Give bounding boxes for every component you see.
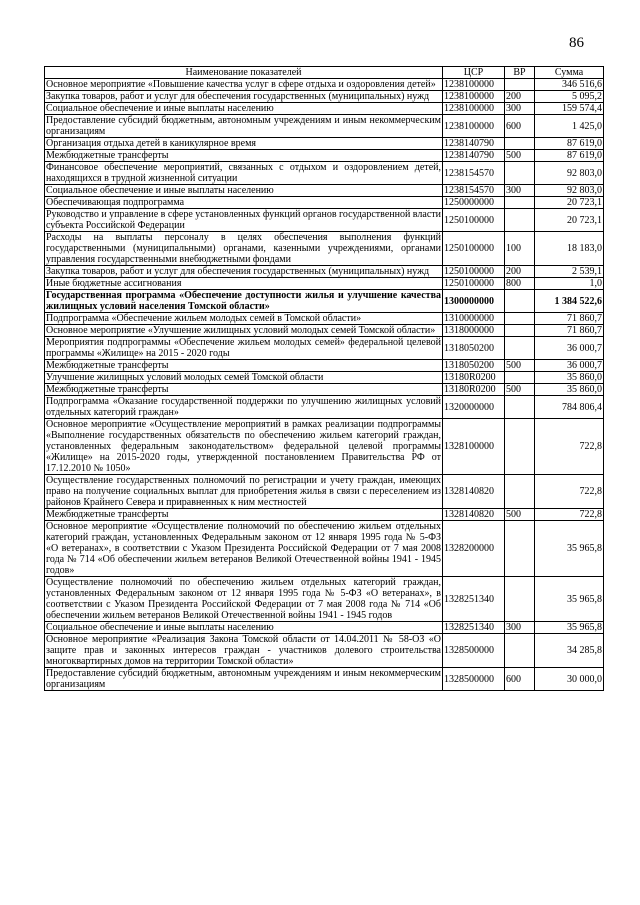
row-sum-cell: 87 619,0 [535, 138, 604, 150]
row-name-cell: Мероприятия подпрограммы «Обеспечение жильем молодых семей» федеральной целевой программы «Жилище» на 2015 - 2020 годы [46, 337, 441, 359]
row-name-cell: Обеспечивающая подпрограмма [45, 197, 443, 209]
row-csr-cell: 1328500000 [443, 668, 505, 691]
row-name-cell: Социальное обеспечение и иные выплаты населению [45, 103, 443, 115]
row-vr-cell [505, 475, 535, 509]
row-sum-cell: 784 806,4 [535, 396, 604, 419]
row-sum-cell: 5 095,2 [535, 91, 604, 103]
header-vr: ВР [505, 67, 535, 79]
table-row [45, 372, 604, 384]
row-vr-cell: 500 [505, 384, 535, 396]
row-csr-cell: 1328140820 [443, 475, 505, 509]
row-csr-cell: 1310000000 [443, 313, 505, 325]
header-sum: Сумма [535, 67, 604, 79]
table-row [45, 185, 604, 197]
table-row [45, 103, 604, 115]
row-vr-cell [505, 325, 535, 337]
row-name-cell: Основное мероприятие «Реализация Закона Томской области от 14.04.2011 № 58-ОЗ «О защите прав и законных интересов граждан - участников долевого строительства многоквартирных домов на территории Томской области» [46, 634, 441, 667]
row-vr-cell: 500 [505, 360, 535, 372]
row-vr-cell: 300 [505, 103, 535, 115]
row-csr-cell: 1328140820 [443, 509, 505, 521]
row-sum-cell: 722,8 [535, 475, 604, 509]
row-name-cell: Социальное обеспечение и иные выплаты населению [45, 185, 443, 197]
row-csr-cell: 1250100000 [443, 278, 505, 290]
row-csr-cell: 1328251340 [443, 577, 505, 622]
row-csr-cell: 1238100000 [443, 115, 505, 138]
row-sum-cell: 71 860,7 [535, 325, 604, 337]
row-sum-cell: 722,8 [535, 419, 604, 475]
row-name-cell: Организация отдыха детей в каникулярное время [45, 138, 443, 150]
row-vr-cell [505, 396, 535, 419]
row-vr-cell [505, 138, 535, 150]
row-csr-cell: 13180R0200 [443, 384, 505, 396]
row-name-cell: Социальное обеспечение и иные выплаты населению [45, 622, 443, 634]
table-row [45, 668, 604, 691]
row-csr-cell: 1300000000 [443, 290, 505, 313]
row-sum-cell: 18 183,0 [535, 232, 604, 266]
row-csr-cell: 1328500000 [443, 634, 505, 668]
row-name-cell: Основное мероприятие «Осуществление полномочий по обеспечению жильем отдельных категорий граждан, установленных Федеральным законом от 12 января 1995 года № 5-ФЗ «О ветеранах», в соответствии с Указом Президента Российской Федерации от 7 мая 2008 года № 714 «Об обеспечении жильем ветеранов Великой Отечественной войны 1941 - 1945 годов» [46, 521, 441, 576]
row-vr-cell: 600 [505, 115, 535, 138]
table-row [45, 384, 604, 396]
row-csr-cell: 1250100000 [443, 232, 505, 266]
table-row [45, 622, 604, 634]
table-row [45, 232, 604, 266]
row-sum-cell: 87 619,0 [535, 150, 604, 162]
row-sum-cell: 722,8 [535, 509, 604, 521]
row-csr-cell: 1238100000 [443, 79, 505, 91]
row-vr-cell: 200 [505, 266, 535, 278]
table-row [45, 115, 604, 138]
header-name: Наименование показателей [45, 67, 443, 79]
row-csr-cell: 1320000000 [443, 396, 505, 419]
row-csr-cell: 1238100000 [443, 91, 505, 103]
table-row [45, 162, 604, 185]
row-sum-cell: 159 574,4 [535, 103, 604, 115]
header-csr: ЦСР [443, 67, 505, 79]
row-name-cell: Основное мероприятие «Осуществление мероприятий в рамках реализации подпрограммы «Выполнение государственных обязательств по обеспечению жильем категорий граждан, установленных федеральным законодательством» федеральной целевой программы «Жилище» на 2015-2020 годы, утвержденной постановлением Правительства РФ от 17.12.2010 № 1050» [46, 419, 441, 474]
row-vr-cell [505, 79, 535, 91]
row-csr-cell: 1250100000 [443, 266, 505, 278]
row-sum-cell: 71 860,7 [535, 313, 604, 325]
row-vr-cell: 100 [505, 232, 535, 266]
row-name-cell: Межбюджетные трансферты [45, 509, 443, 521]
row-csr-cell: 1238100000 [443, 103, 505, 115]
row-vr-cell: 800 [505, 278, 535, 290]
row-vr-cell [505, 577, 535, 622]
row-name-cell: Улучшение жилищных условий молодых семей Томской области [45, 372, 443, 384]
table-row [45, 266, 604, 278]
row-sum-cell: 35 965,8 [535, 577, 604, 622]
row-sum-cell: 35 860,0 [535, 384, 604, 396]
row-name-cell: Межбюджетные трансферты [45, 384, 443, 396]
row-vr-cell [505, 419, 535, 475]
row-vr-cell: 500 [505, 150, 535, 162]
row-vr-cell: 600 [505, 668, 535, 691]
table-row [45, 197, 604, 209]
table-header-row [45, 67, 604, 79]
row-sum-cell: 30 000,0 [535, 668, 604, 691]
table-row [45, 396, 604, 419]
table-row [45, 634, 604, 668]
row-name-cell: Предоставление субсидий бюджетным, автономным учреждениям и иным некоммерческим организациям [46, 668, 441, 690]
row-sum-cell: 92 803,0 [535, 162, 604, 185]
table-row [45, 360, 604, 372]
row-sum-cell: 35 860,0 [535, 372, 604, 384]
row-sum-cell: 35 965,8 [535, 622, 604, 634]
row-vr-cell [505, 197, 535, 209]
row-name-cell: Подпрограмма «Оказание государственной поддержки по улучшению жилищных условий отдельных категорий граждан» [46, 396, 441, 418]
row-name-cell: Осуществление полномочий по обеспечению жильем отдельных категорий граждан, установленных Федеральным законом от 12 января 1995 года № 5-ФЗ «О ветеранах», в соответствии с Указом Президента Российской Федерации от 7 мая 2008 года № 714 «Об обеспечении жильем ветеранов Великой Отечественной войны 1941 - 1945 годов [46, 577, 441, 621]
page-number: 86 [569, 35, 584, 51]
row-vr-cell [505, 290, 535, 313]
row-sum-cell: 20 723,1 [535, 197, 604, 209]
row-name-cell: Основное мероприятие «Улучшение жилищных условий молодых семей Томской области» [45, 325, 443, 337]
row-sum-cell: 1,0 [535, 278, 604, 290]
row-vr-cell: 300 [505, 622, 535, 634]
row-sum-cell: 20 723,1 [535, 209, 604, 232]
row-name-cell: Иные бюджетные ассигнования [45, 278, 443, 290]
row-csr-cell: 1238140790 [443, 138, 505, 150]
row-sum-cell: 92 803,0 [535, 185, 604, 197]
table-row [45, 475, 604, 509]
row-sum-cell: 1 425,0 [535, 115, 604, 138]
row-sum-cell: 346 516,6 [535, 79, 604, 91]
row-name-cell: Подпрограмма «Обеспечение жильем молодых семей в Томской области» [45, 313, 443, 325]
table-row [45, 325, 604, 337]
row-vr-cell: 300 [505, 185, 535, 197]
row-csr-cell: 1250100000 [443, 209, 505, 232]
row-csr-cell: 1238154570 [443, 162, 505, 185]
row-sum-cell: 34 285,8 [535, 634, 604, 668]
row-name-cell: Предоставление субсидий бюджетным, автономным учреждениям и иным некоммерческим организациям [46, 115, 441, 137]
table-row [45, 521, 604, 577]
budget-table [44, 66, 604, 691]
row-name-cell: Руководство и управление в сфере установленных функций органов государственной власти субъекта Российской Федерации [46, 209, 441, 231]
row-name-cell: Государственная программа «Обеспечение доступности жилья и улучшение качества жилищных условий населения Томской области» [46, 290, 441, 312]
row-sum-cell: 36 000,7 [535, 360, 604, 372]
row-sum-cell: 2 539,1 [535, 266, 604, 278]
row-vr-cell [505, 337, 535, 360]
row-sum-cell: 36 000,7 [535, 337, 604, 360]
row-sum-cell: 1 384 522,6 [535, 290, 604, 313]
row-sum-cell: 35 965,8 [535, 521, 604, 577]
table-row [45, 337, 604, 360]
table-row [45, 209, 604, 232]
row-vr-cell [505, 521, 535, 577]
table-row [45, 91, 604, 103]
row-vr-cell [505, 372, 535, 384]
table-row [45, 138, 604, 150]
table-row [45, 313, 604, 325]
row-csr-cell: 1328200000 [443, 521, 505, 577]
row-vr-cell [505, 634, 535, 668]
row-csr-cell: 1238140790 [443, 150, 505, 162]
table-row [45, 509, 604, 521]
row-csr-cell: 13180R0200 [443, 372, 505, 384]
row-csr-cell: 1328100000 [443, 419, 505, 475]
row-csr-cell: 1318050200 [443, 337, 505, 360]
row-csr-cell: 1318050200 [443, 360, 505, 372]
row-name-cell: Межбюджетные трансферты [45, 150, 443, 162]
row-vr-cell [505, 162, 535, 185]
table-row [45, 290, 604, 313]
row-name-cell: Закупка товаров, работ и услуг для обеспечения государственных (муниципальных) нужд [45, 266, 443, 278]
table-row [45, 278, 604, 290]
row-name-cell: Осуществление государственных полномочий по регистрации и учету граждан, имеющих право на получение социальных выплат для приобретения жилья в связи с переселением из районов Крайнего Севера и приравненных к ним местностей [46, 475, 441, 508]
row-vr-cell [505, 209, 535, 232]
row-name-cell: Финансовое обеспечение мероприятий, связанных с отдыхом и оздоровлением детей, находящихся в трудной жизненной ситуации [46, 162, 441, 184]
row-vr-cell: 200 [505, 91, 535, 103]
row-vr-cell [505, 313, 535, 325]
row-csr-cell: 1328251340 [443, 622, 505, 634]
row-csr-cell: 1250000000 [443, 197, 505, 209]
table-row [45, 79, 604, 91]
row-csr-cell: 1238154570 [443, 185, 505, 197]
row-name-cell: Закупка товаров, работ и услуг для обеспечения государственных (муниципальных) нужд [45, 91, 443, 103]
row-vr-cell: 500 [505, 509, 535, 521]
table-row [45, 419, 604, 475]
row-csr-cell: 1318000000 [443, 325, 505, 337]
table-row [45, 150, 604, 162]
row-name-cell: Основное мероприятие «Повышение качества услуг в сфере отдыха и оздоровления детей» [45, 79, 443, 91]
row-name-cell: Межбюджетные трансферты [45, 360, 443, 372]
table-row [45, 577, 604, 622]
row-name-cell: Расходы на выплаты персоналу в целях обеспечения выполнения функций государственными (муниципальными) органами, казенными учреждениями, органами управления государственными внебюджетными фондами [46, 232, 441, 265]
table-body [45, 79, 604, 691]
